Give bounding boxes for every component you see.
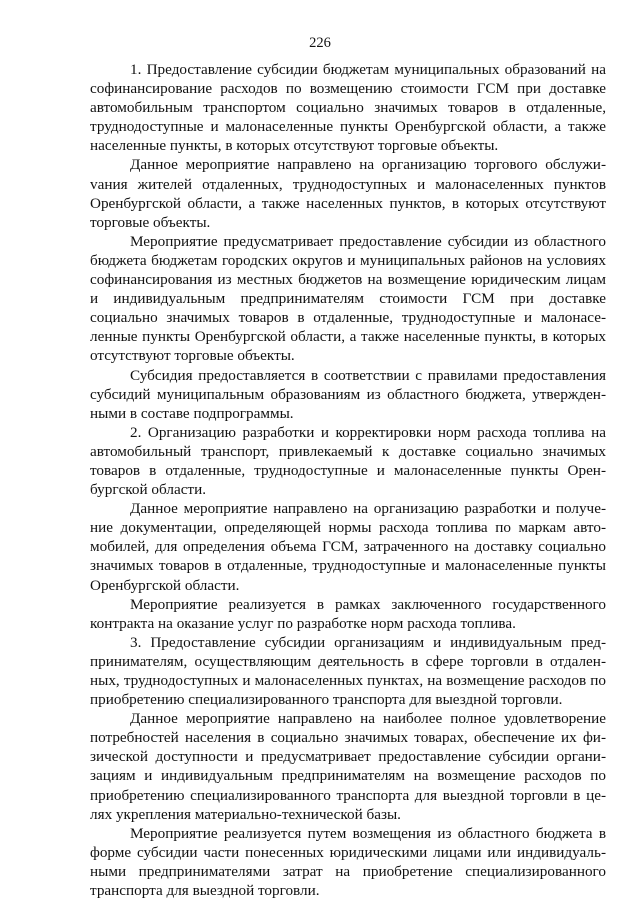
paragraph-9: Данное мероприятие направлено на наиболее полное удовлетворение потребностей населения в социально значимых товарах, обеспечение их физической доступности и предусматривает предоставление субсидии организациям и индивидуальным предпринимателям на возмещение расходов по приобретению специализированного транспорта для выездной торговли в целях укрепления материально-технической базы. [90, 710, 606, 823]
paragraph-4: Субсидия предоставляется в соответствии с правилами предоставления субсидий муниципальным образованиям из областного бюджета, утвержденными в составе подпрограммы. [90, 366, 606, 422]
paragraph-6: Данное мероприятие направлено на организацию разработки и получение документации, определяющей нормы расхода топлива по маркам автомобилей, для определения объема ГСМ, затраченного на доставку социально значимых товаров в отдаленные, труднодоступные и малонаселенные пункты Оренбургской области. [90, 500, 606, 594]
paragraph-3: Мероприятие предусматривает предоставление субсидии из областного бюджета бюджетам городских округов и муниципальных районов на условиях софинансирования из местных бюджетов на возмещение юридическим лицам и индивидуальным предпринимателям стоимости ГСМ при доставке социально значимых товаров в отдаленные, труднодоступные и малонаселенные пункты Оренбургской области, а также населенные пункты, в которых отсутствуют торговые объекты. [90, 232, 606, 365]
page-number: 226 [309, 35, 331, 51]
paragraph-10: Мероприятие реализуется путем возмещения из областного бюджета в форме субсидии части понесенных юридическими лицами или индивидуальными предпринимателями затрат на приобретение специализированного транспорта для выездной торговли. [90, 824, 606, 900]
document-body [90, 60, 606, 900]
paragraph-7: Мероприятие реализуется в рамках заключенного государственного контракта на оказание услуг по разработке норм расхода топлива. [90, 595, 606, 632]
paragraph-2: Данное мероприятие направлено на организацию торгового обслужиvания жителей отдаленных, труднодоступных и малонаселенных пунктов Оренбургской области, а также населенных пунктов, в которых отсутствуют торговые объекты. [90, 156, 606, 231]
paragraph-5: 2. Организацию разработки и корректировки норм расхода топлива на автомобильный транспорт, привлекаемый к доставке социально значимых товаров в отдаленные, труднодоступные и малонаселенные пункты Оренбургской области. [90, 423, 606, 499]
paragraph-8: 3. Предоставление субсидии организациям и индивидуальным предпринимателям, осуществляющим деятельность в сфере торговли в отдаленных, труднодоступных и малонаселенных пунктах, на возмещение расходов по приобретению специализированного транспорта для выездной торговли. [90, 633, 606, 709]
paragraph-1: 1. Предоставление субсидии бюджетам муниципальных образований на софинансирование расходов по возмещению стоимости ГСМ при доставке автомобильным транспортом социально значимых товаров в отдаленные, труднодоступные и малонаселенные пункты Оренбургской области, а также населенные пункты, в которых отсутствуют торговые объекты. [90, 61, 606, 155]
